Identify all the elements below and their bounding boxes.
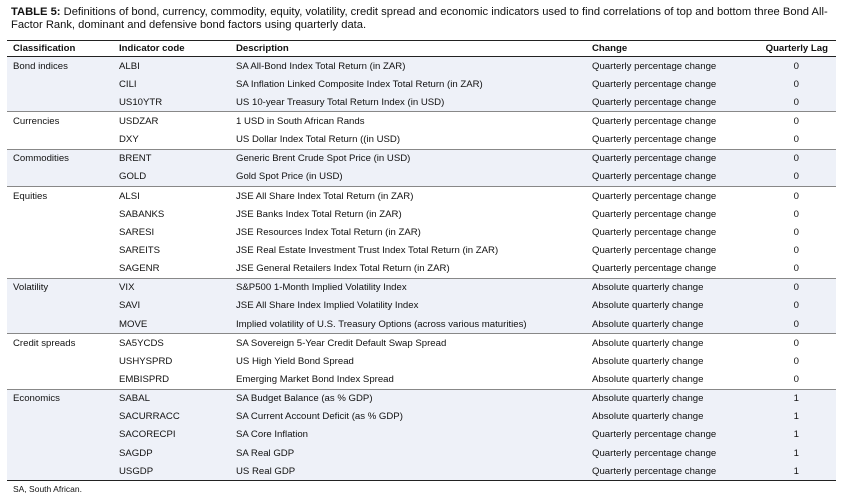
description-cell: Emerging Market Bond Index Spread [230, 370, 586, 389]
classification-cell: Volatility [7, 278, 113, 297]
table-row [7, 168, 836, 187]
change-cell: Quarterly percentage change [586, 444, 746, 462]
quarterly-lag-cell: 0 [746, 370, 836, 389]
classification-cell [7, 352, 113, 370]
change-cell: Quarterly percentage change [586, 426, 746, 444]
change-cell: Quarterly percentage change [586, 149, 746, 168]
change-cell: Quarterly percentage change [586, 186, 746, 205]
description-cell: US High Yield Bond Spread [230, 352, 586, 370]
indicator-code-cell: EMBISPRD [113, 370, 230, 389]
table-row [7, 352, 836, 370]
table-row [7, 57, 836, 76]
description-cell: Implied volatility of U.S. Treasury Options (across various maturities) [230, 315, 586, 334]
change-cell: Quarterly percentage change [586, 168, 746, 187]
indicator-code-cell: ALBI [113, 57, 230, 76]
quarterly-lag-cell: 0 [746, 223, 836, 241]
definitions-table [7, 40, 836, 481]
indicator-code-cell: SAREITS [113, 241, 230, 259]
description-cell: US Dollar Index Total Return ((in USD) [230, 131, 586, 150]
change-cell: Quarterly percentage change [586, 131, 746, 150]
indicator-code-cell: SABAL [113, 389, 230, 408]
description-cell: JSE Banks Index Total Return (in ZAR) [230, 205, 586, 223]
description-cell: SA Current Account Deficit (as % GDP) [230, 408, 586, 426]
change-cell: Absolute quarterly change [586, 370, 746, 389]
indicator-code-cell: SARESI [113, 223, 230, 241]
change-cell: Quarterly percentage change [586, 93, 746, 112]
classification-cell [7, 408, 113, 426]
quarterly-lag-cell: 0 [746, 352, 836, 370]
indicator-code-cell: USGDP [113, 462, 230, 481]
header-change: Change [586, 41, 746, 57]
header-description: Description [230, 41, 586, 57]
indicator-code-cell: USDZAR [113, 112, 230, 131]
classification-cell: Economics [7, 389, 113, 408]
table-row [7, 149, 836, 168]
change-cell: Absolute quarterly change [586, 334, 746, 353]
description-cell: JSE Resources Index Total Return (in ZAR) [230, 223, 586, 241]
classification-cell: Credit spreads [7, 334, 113, 353]
description-cell: SA Inflation Linked Composite Index Total Return (in ZAR) [230, 75, 586, 93]
indicator-code-cell: GOLD [113, 168, 230, 187]
header-classification: Classification [7, 41, 113, 57]
table-row [7, 241, 836, 259]
quarterly-lag-cell: 1 [746, 462, 836, 481]
quarterly-lag-cell: 0 [746, 149, 836, 168]
quarterly-lag-cell: 0 [746, 260, 836, 279]
indicator-code-cell: SABANKS [113, 205, 230, 223]
description-cell: US 10-year Treasury Total Return Index (in USD) [230, 93, 586, 112]
classification-cell [7, 93, 113, 112]
change-cell: Absolute quarterly change [586, 389, 746, 408]
description-cell: SA Budget Balance (as % GDP) [230, 389, 586, 408]
header-quarterly-lag: Quarterly Lag [746, 41, 836, 57]
table-row [7, 278, 836, 297]
quarterly-lag-cell: 0 [746, 168, 836, 187]
description-cell: SA Sovereign 5-Year Credit Default Swap Spread [230, 334, 586, 353]
quarterly-lag-cell: 0 [746, 334, 836, 353]
table-row [7, 223, 836, 241]
change-cell: Absolute quarterly change [586, 315, 746, 334]
change-cell: Quarterly percentage change [586, 260, 746, 279]
classification-cell: Commodities [7, 149, 113, 168]
indicator-code-cell: ALSI [113, 186, 230, 205]
caption-label: TABLE 5: [11, 6, 61, 18]
caption-text: Definitions of bond, currency, commodity, equity, volatility, credit spread and economic indicators used to find correlations of top and bottom three Bond All-Factor Rank, dominant and defensive bond factors using quarterly data. [11, 6, 828, 31]
table-row [7, 205, 836, 223]
change-cell: Absolute quarterly change [586, 408, 746, 426]
table-row [7, 112, 836, 131]
change-cell: Quarterly percentage change [586, 462, 746, 481]
quarterly-lag-cell: 1 [746, 389, 836, 408]
indicator-code-cell: SAVI [113, 297, 230, 315]
change-cell: Quarterly percentage change [586, 112, 746, 131]
table-row [7, 426, 836, 444]
quarterly-lag-cell: 0 [746, 241, 836, 259]
classification-cell [7, 131, 113, 150]
table-row [7, 297, 836, 315]
quarterly-lag-cell: 0 [746, 297, 836, 315]
classification-cell [7, 241, 113, 259]
quarterly-lag-cell: 1 [746, 408, 836, 426]
indicator-code-cell: US10YTR [113, 93, 230, 112]
table-caption [11, 6, 835, 32]
change-cell: Quarterly percentage change [586, 205, 746, 223]
indicator-code-cell: VIX [113, 278, 230, 297]
description-cell: JSE All Share Index Implied Volatility Index [230, 297, 586, 315]
description-cell: 1 USD in South African Rands [230, 112, 586, 131]
header-row [7, 41, 836, 57]
footnote: SA, South African. [13, 484, 82, 494]
classification-cell [7, 75, 113, 93]
description-cell: JSE General Retailers Index Total Return (in ZAR) [230, 260, 586, 279]
description-cell: SA Core Inflation [230, 426, 586, 444]
quarterly-lag-cell: 0 [746, 315, 836, 334]
description-cell: SA Real GDP [230, 444, 586, 462]
classification-cell [7, 168, 113, 187]
classification-cell: Bond indices [7, 57, 113, 76]
classification-cell [7, 260, 113, 279]
table-row [7, 131, 836, 150]
change-cell: Quarterly percentage change [586, 75, 746, 93]
table-row [7, 462, 836, 481]
classification-cell [7, 223, 113, 241]
classification-cell: Currencies [7, 112, 113, 131]
classification-cell [7, 297, 113, 315]
header-indicator-code: Indicator code [113, 41, 230, 57]
quarterly-lag-cell: 0 [746, 75, 836, 93]
description-cell: JSE Real Estate Investment Trust Index Total Return (in ZAR) [230, 241, 586, 259]
indicator-code-cell: SACORECPI [113, 426, 230, 444]
indicator-code-cell: SACURRACC [113, 408, 230, 426]
table-row [7, 370, 836, 389]
indicator-code-cell: CILI [113, 75, 230, 93]
change-cell: Absolute quarterly change [586, 297, 746, 315]
change-cell: Absolute quarterly change [586, 278, 746, 297]
quarterly-lag-cell: 0 [746, 93, 836, 112]
classification-cell [7, 315, 113, 334]
change-cell: Quarterly percentage change [586, 223, 746, 241]
table-body [7, 57, 836, 481]
indicator-code-cell: BRENT [113, 149, 230, 168]
quarterly-lag-cell: 0 [746, 186, 836, 205]
table-row [7, 75, 836, 93]
quarterly-lag-cell: 1 [746, 444, 836, 462]
table-row [7, 389, 836, 408]
description-cell: SA All-Bond Index Total Return (in ZAR) [230, 57, 586, 76]
classification-cell [7, 205, 113, 223]
classification-cell [7, 370, 113, 389]
indicator-code-cell: DXY [113, 131, 230, 150]
indicator-code-cell: SAGENR [113, 260, 230, 279]
quarterly-lag-cell: 0 [746, 131, 836, 150]
table-row [7, 444, 836, 462]
description-cell: US Real GDP [230, 462, 586, 481]
quarterly-lag-cell: 0 [746, 57, 836, 76]
quarterly-lag-cell: 0 [746, 205, 836, 223]
classification-cell [7, 462, 113, 481]
description-cell: JSE All Share Index Total Return (in ZAR) [230, 186, 586, 205]
quarterly-lag-cell: 0 [746, 112, 836, 131]
classification-cell: Equities [7, 186, 113, 205]
classification-cell [7, 444, 113, 462]
change-cell: Quarterly percentage change [586, 241, 746, 259]
description-cell: Generic Brent Crude Spot Price (in USD) [230, 149, 586, 168]
classification-cell [7, 426, 113, 444]
table-row [7, 408, 836, 426]
indicator-code-cell: MOVE [113, 315, 230, 334]
indicator-code-cell: SAGDP [113, 444, 230, 462]
indicator-code-cell: SA5YCDS [113, 334, 230, 353]
indicator-code-cell: USHYSPRD [113, 352, 230, 370]
change-cell: Quarterly percentage change [586, 57, 746, 76]
table-row [7, 260, 836, 279]
table-row [7, 315, 836, 334]
table-row [7, 186, 836, 205]
description-cell: S&P500 1-Month Implied Volatility Index [230, 278, 586, 297]
quarterly-lag-cell: 0 [746, 278, 836, 297]
change-cell: Absolute quarterly change [586, 352, 746, 370]
table-row [7, 93, 836, 112]
table-row [7, 334, 836, 353]
quarterly-lag-cell: 1 [746, 426, 836, 444]
description-cell: Gold Spot Price (in USD) [230, 168, 586, 187]
